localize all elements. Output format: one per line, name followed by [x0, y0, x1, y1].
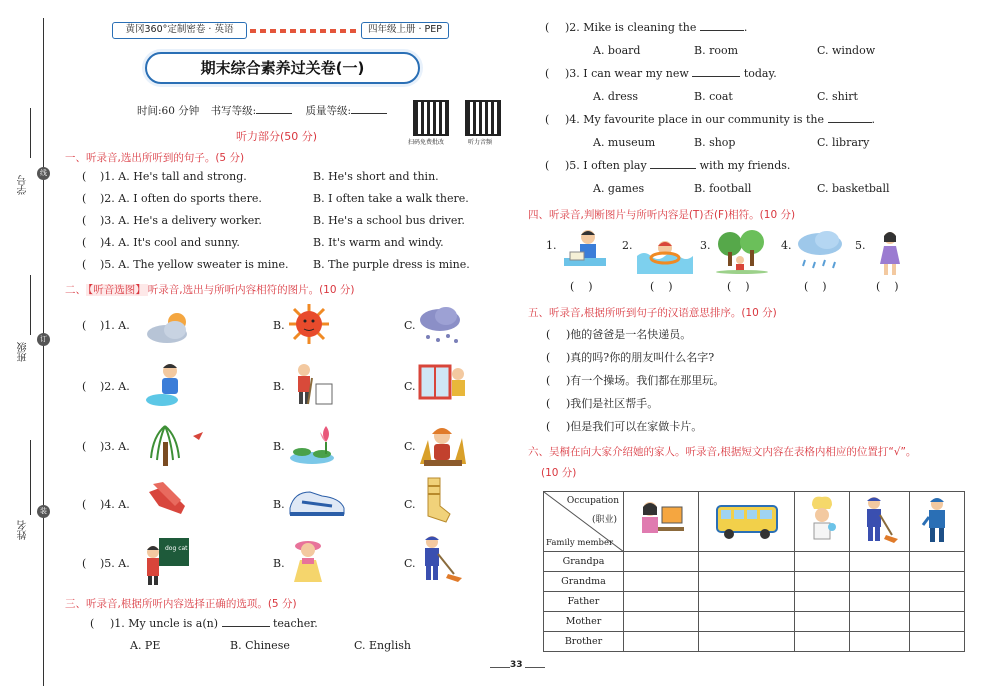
student-number-label: 学号: [18, 175, 29, 195]
option-a[interactable]: A. games: [593, 182, 645, 195]
s2-q3-b: B.: [273, 440, 285, 453]
ordering-item[interactable]: ( )我们是社区帮手。: [546, 397, 659, 410]
check-cell[interactable]: [699, 632, 795, 652]
check-cell[interactable]: [849, 572, 910, 592]
section1-item: ( )3. A. He's a delivery worker. B. He's a school bus driver.: [82, 214, 465, 227]
s3-q4-options: [593, 136, 869, 149]
option-b[interactable]: B. coat: [694, 90, 733, 103]
occupation-label-cn: (职业): [591, 515, 617, 525]
footer-rule-left: [490, 667, 510, 668]
s4-answer-5[interactable]: ( ): [876, 280, 899, 293]
answer-blank[interactable]: [700, 30, 744, 31]
question-stem-end: teacher.: [273, 617, 318, 630]
check-cell[interactable]: [624, 592, 699, 612]
option-a[interactable]: )4. A. It's cool and sunny.: [100, 236, 240, 249]
table-row: [544, 572, 965, 592]
check-cell[interactable]: [849, 632, 910, 652]
boy-washing-picture[interactable]: [142, 360, 190, 411]
occupation-cleaner: [849, 492, 910, 552]
girl-standing-picture[interactable]: [876, 230, 904, 279]
s4-num-1: 1.: [546, 239, 557, 252]
sweeper-worker-picture[interactable]: [416, 534, 466, 587]
answer-blank[interactable]: [222, 626, 270, 627]
s2-q1-label: ( )1. A.: [82, 319, 130, 332]
option-b[interactable]: B. It's warm and windy.: [313, 236, 444, 249]
s4-answer-1[interactable]: ( ): [570, 280, 593, 293]
s3-q4: ( )4. My favourite place in our community is the .: [545, 113, 875, 126]
grading-qr-code[interactable]: [413, 100, 449, 136]
snowy-cloud-picture[interactable]: [418, 304, 462, 349]
footer-rule-right: [525, 667, 545, 668]
s2-q4-b: B.: [273, 498, 285, 511]
check-cell[interactable]: [795, 592, 850, 612]
quality-grade-blank[interactable]: [351, 113, 387, 114]
option-a[interactable]: A. PE: [130, 639, 161, 652]
table-corner-header: [544, 492, 624, 552]
section3-heading: 三、听录音,根据所听内容选择正确的选项。(5 分): [65, 598, 297, 610]
section1-item: ( )5. A. The yellow sweater is mine. B. The purple dress is mine.: [82, 258, 470, 271]
ordering-item[interactable]: ( )他的爸爸是一名快递员。: [546, 328, 692, 341]
s2-q2-c: C.: [404, 380, 416, 393]
answer-blank[interactable]: [692, 76, 740, 77]
option-a[interactable]: )3. A. He's a delivery worker.: [100, 214, 262, 227]
writing-grade-label: 书写等级:: [210, 105, 257, 117]
option-a[interactable]: A. board: [593, 44, 641, 57]
class-blank: [30, 275, 31, 335]
s3-q5-options: [593, 182, 890, 195]
s4-num-2: 2.: [622, 239, 633, 252]
option-b[interactable]: B. He's short and thin.: [313, 170, 439, 183]
title-pill: [145, 52, 420, 84]
option-b[interactable]: B. He's a school bus driver.: [313, 214, 465, 227]
table-row: [544, 632, 965, 652]
question-stem-end: .: [871, 113, 875, 126]
sneakers-picture[interactable]: [288, 484, 348, 521]
s4-num-5: 5.: [855, 239, 866, 252]
boy-mopping-picture[interactable]: [288, 360, 334, 411]
option-b[interactable]: B. football: [694, 182, 752, 195]
s2-q2-b: B.: [273, 380, 285, 393]
table-row: [544, 592, 965, 612]
check-cell[interactable]: [849, 552, 910, 572]
check-cell[interactable]: [624, 572, 699, 592]
s3-q3: ( )3. I can wear my new today.: [545, 67, 777, 80]
check-cell[interactable]: [795, 632, 850, 652]
s3-q1: ( )1. My uncle is a(n) teacher.: [90, 617, 318, 630]
check-cell[interactable]: [699, 612, 795, 632]
member-name: Brother: [544, 632, 624, 652]
s2-q5-c: C.: [404, 557, 416, 570]
section6-heading: 六、吴桐在向大家介绍她的家人。听录音,根据短文内容在表格内相应的位置打“√”。: [528, 446, 917, 458]
s4-num-4: 4.: [781, 239, 792, 252]
cloudy-sunny-picture[interactable]: [145, 308, 195, 349]
s4-answer-2[interactable]: ( ): [650, 280, 673, 293]
s2-q1-b: B.: [273, 319, 285, 332]
section6-points: (10 分): [541, 467, 577, 479]
option-b[interactable]: B. The purple dress is mine.: [313, 258, 470, 271]
option-c[interactable]: C. window: [817, 44, 876, 57]
exam-meta: [137, 103, 387, 118]
s2-q1-c: C.: [404, 319, 416, 332]
tree-kids-picture[interactable]: [714, 230, 770, 277]
s2-q4-label: ( )4. A.: [82, 498, 130, 511]
class-label: 班级: [18, 342, 29, 362]
table-row: [544, 552, 965, 572]
option-b[interactable]: B. I often take a walk there.: [313, 192, 469, 205]
s4-answer-3[interactable]: ( ): [727, 280, 750, 293]
s4-num-3: 3.: [700, 239, 711, 252]
socks-picture[interactable]: [420, 476, 456, 527]
writing-grade-blank[interactable]: [256, 113, 292, 114]
badge-divider: [250, 29, 358, 33]
s2-q2-label: ( )2. A.: [82, 380, 130, 393]
s2-q5-label: ( )5. A.: [82, 557, 130, 570]
seal-line: 线: [37, 167, 50, 180]
answer-blank[interactable]: [650, 168, 696, 169]
binding-line: [43, 18, 44, 686]
autumn-harvest-picture[interactable]: [418, 420, 468, 471]
number-blank: [30, 108, 31, 158]
family-member-label: Family member: [546, 538, 614, 548]
question-stem-end: today.: [743, 67, 777, 80]
ordering-item[interactable]: ( )有一个操场。我们都在那里玩。: [546, 374, 725, 387]
hot-sun-picture[interactable]: [288, 303, 330, 348]
check-cell[interactable]: [849, 612, 910, 632]
s3-q2: ( )2. Mike is cleaning the .: [545, 21, 748, 34]
section1-list: [82, 170, 470, 280]
s3-q2-options: [593, 44, 875, 57]
series-badge: 黄冈360°定制密卷 · 英语: [112, 22, 247, 39]
seal-fix: 装: [37, 505, 50, 518]
member-name: Father: [544, 592, 624, 612]
member-name: Mother: [544, 612, 624, 632]
s2-q3-c: C.: [404, 440, 416, 453]
option-a[interactable]: )1. A. He's tall and strong.: [100, 170, 247, 183]
question-stem-end: with my friends.: [699, 159, 791, 172]
check-cell[interactable]: [910, 632, 965, 652]
option-c[interactable]: C. library: [817, 136, 870, 149]
check-cell[interactable]: [910, 612, 965, 632]
blackboard-text: dog cat: [165, 545, 188, 552]
check-cell[interactable]: [699, 552, 795, 572]
rainy-cloud-picture[interactable]: [795, 230, 845, 277]
occupation-cook: [795, 492, 850, 552]
s2-q4-c: C.: [404, 498, 416, 511]
section5-heading: 五、听录音,根据所听到句子的汉语意思排序。(10 分): [528, 307, 777, 319]
section5-list: [546, 326, 724, 441]
section1-item: ( )2. A. I often do sports there. B. I often take a walk there.: [82, 192, 469, 205]
ordering-item[interactable]: ( )真的吗?你的朋友叫什么名字?: [546, 351, 715, 364]
option-a[interactable]: A. museum: [593, 136, 656, 149]
grade-badge: 四年级上册 · PEP: [361, 22, 449, 39]
check-cell[interactable]: [910, 572, 965, 592]
s3-q3-options: [593, 90, 858, 103]
check-cell[interactable]: [795, 552, 850, 572]
red-gloves-picture[interactable]: [145, 480, 193, 523]
ordering-item[interactable]: ( )但是我们可以在家做卡片。: [546, 420, 703, 433]
s2-q3-label: ( )3. A.: [82, 440, 130, 453]
boy-reading-picture[interactable]: [560, 228, 610, 275]
option-b[interactable]: B. shop: [694, 136, 736, 149]
s4-answer-4[interactable]: ( ): [804, 280, 827, 293]
member-name: Grandpa: [544, 552, 624, 572]
question-stem: )5. I often play: [565, 159, 647, 172]
section1-item: ( )1. A. He's tall and strong. B. He's short and thin.: [82, 170, 439, 183]
swimming-picture[interactable]: [637, 234, 693, 277]
question-stem: )2. Mike is cleaning the: [565, 21, 697, 34]
name-label: 姓名: [18, 520, 29, 540]
option-c[interactable]: C. shirt: [817, 90, 858, 103]
option-a[interactable]: )2. A. I often do sports there.: [100, 192, 262, 205]
section4-heading: 四、听录音,判断图片与所听内容是(T)否(F)相符。(10 分): [528, 209, 796, 221]
teacher-blackboard-picture[interactable]: [143, 536, 191, 589]
audio-qr-caption: 听力音频: [468, 139, 493, 146]
question-stem-end: .: [743, 21, 748, 34]
listen-choose-tag: 【听音选图】: [88, 284, 146, 296]
question-stem: )3. I can wear my new: [565, 67, 689, 80]
name-blank: [30, 440, 31, 515]
time-limit: 时间:60 分钟: [137, 105, 200, 117]
willow-tree-picture[interactable]: [145, 422, 211, 471]
check-cell[interactable]: [910, 592, 965, 612]
s3-q5: ( )5. I often play with my friends.: [545, 159, 791, 172]
lotus-pond-picture[interactable]: [288, 420, 342, 469]
check-cell[interactable]: [910, 552, 965, 572]
option-a[interactable]: )5. A. The yellow sweater is mine.: [100, 258, 289, 271]
option-b[interactable]: B. Chinese: [230, 639, 290, 652]
option-c[interactable]: C. basketball: [817, 182, 890, 195]
page-title: 期末综合素养过关卷(一): [200, 59, 365, 77]
family-occupation-table: [543, 491, 965, 652]
question-stem: )4. My favourite place in our community is the: [565, 113, 824, 126]
s2-q5-b: B.: [273, 557, 285, 570]
section1-heading: 一、听录音,选出所听到的句子。(5 分): [65, 152, 245, 164]
table-row: [544, 612, 965, 632]
listening-part-heading: 听力部分(50 分): [236, 130, 318, 143]
quality-grade-label: 质量等级:: [305, 105, 352, 117]
occupation-bus-driver: [699, 492, 795, 552]
occupation-label: Occupation: [566, 496, 619, 506]
option-c[interactable]: C. English: [354, 639, 411, 652]
s3-q1-options: [130, 639, 411, 652]
check-cell[interactable]: [624, 612, 699, 632]
seal-bind: 订: [37, 333, 50, 346]
cleaning-window-picture[interactable]: [418, 362, 470, 409]
check-cell[interactable]: [795, 572, 850, 592]
check-cell[interactable]: [849, 592, 910, 612]
check-cell[interactable]: [624, 552, 699, 572]
section2-heading: 二、 【听音选图】 听录音,选出与所听内容相符的图片。(10 分): [65, 284, 355, 296]
section1-item: ( )4. A. It's cool and sunny. B. It's warm and windy.: [82, 236, 444, 249]
question-stem: )1. My uncle is a(n): [110, 617, 218, 630]
answer-blank[interactable]: [828, 122, 872, 123]
check-cell[interactable]: [699, 572, 795, 592]
option-a[interactable]: A. dress: [593, 90, 639, 103]
grading-qr-caption: 扫码免费批改: [408, 139, 445, 146]
occupation-delivery-worker: [910, 492, 965, 552]
option-b[interactable]: B. room: [694, 44, 739, 57]
page-number: 33: [510, 660, 523, 670]
occupation-office-worker: [624, 492, 699, 552]
girl-in-dress-picture[interactable]: [288, 536, 328, 589]
check-cell[interactable]: [795, 612, 850, 632]
member-name: Grandma: [544, 572, 624, 592]
audio-qr-code[interactable]: [465, 100, 501, 136]
check-cell[interactable]: [699, 592, 795, 612]
check-cell[interactable]: [624, 632, 699, 652]
